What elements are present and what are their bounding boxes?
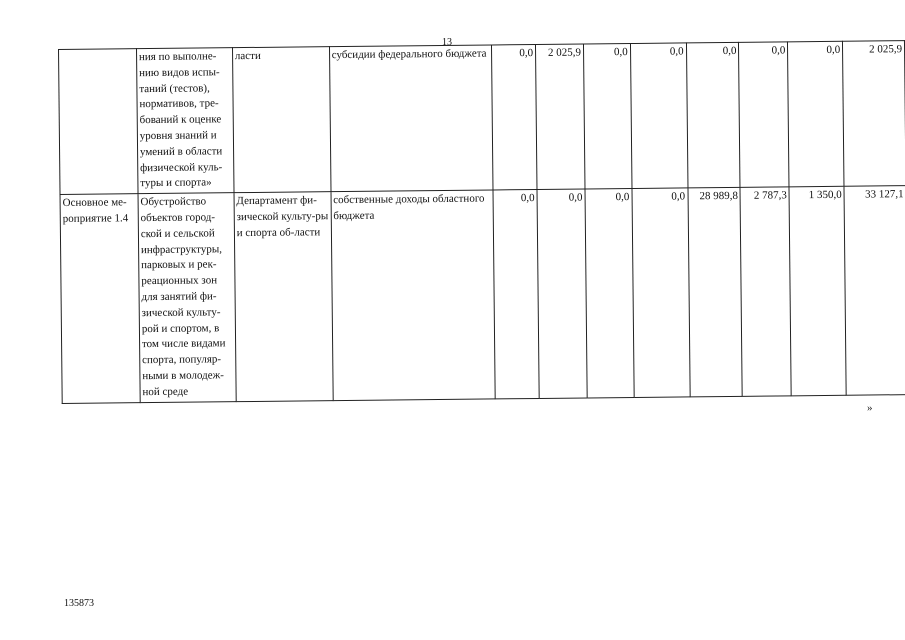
value-cell: 0,0 xyxy=(788,41,844,187)
row-executor: Департамент фи-зической культу-ры и спорта об-ласти xyxy=(234,192,333,401)
row-name: Основное ме-роприятие 1.4 xyxy=(60,194,140,403)
page-number: 13 xyxy=(442,37,452,48)
value-cell: 2 787,3 xyxy=(740,187,791,396)
value-cell: 2 025,9 xyxy=(535,44,584,190)
value-cell: 28 989,8 xyxy=(687,188,742,397)
value-cell: 0,0 xyxy=(585,189,634,398)
value-cell: 0,0 xyxy=(583,44,631,190)
footer-code: 135873 xyxy=(64,598,94,609)
row-source: субсидии федерального бюджета xyxy=(329,45,493,192)
total-cell: 33 127,1 xyxy=(844,186,905,395)
budget-table xyxy=(58,40,905,403)
value-cell: 0,0 xyxy=(492,45,537,191)
value-cell: 0,0 xyxy=(493,190,539,399)
row-name xyxy=(59,49,138,195)
table-row xyxy=(60,186,905,403)
value-cell: 0,0 xyxy=(537,189,587,398)
closing-quote: » xyxy=(867,402,873,414)
total-cell: 2 025,9 xyxy=(843,41,905,187)
row-title: Обустройство объектов город-ской и сельской инфраструктуры, парковых и рек-реационных зон для занятий фи-зической культу-рой и спортом, в том числе видами спорта, популяр-ными в молодеж-ной среде xyxy=(138,193,236,402)
row-title: ния по выполне-нию видов испы-таний (тестов), нормативов, тре-бований к оценке уровня знаний и умений в области физической куль-туры и спорта» xyxy=(136,48,233,194)
row-executor: ласти xyxy=(232,47,330,193)
table-row xyxy=(59,41,905,195)
value-cell: 0,0 xyxy=(632,188,690,397)
value-cell: 0,0 xyxy=(630,43,687,189)
value-cell: 0,0 xyxy=(739,42,789,188)
row-source: собственные доходы областного бюджета xyxy=(331,190,496,400)
value-cell: 1 350,0 xyxy=(789,186,846,395)
value-cell: 0,0 xyxy=(686,42,740,188)
